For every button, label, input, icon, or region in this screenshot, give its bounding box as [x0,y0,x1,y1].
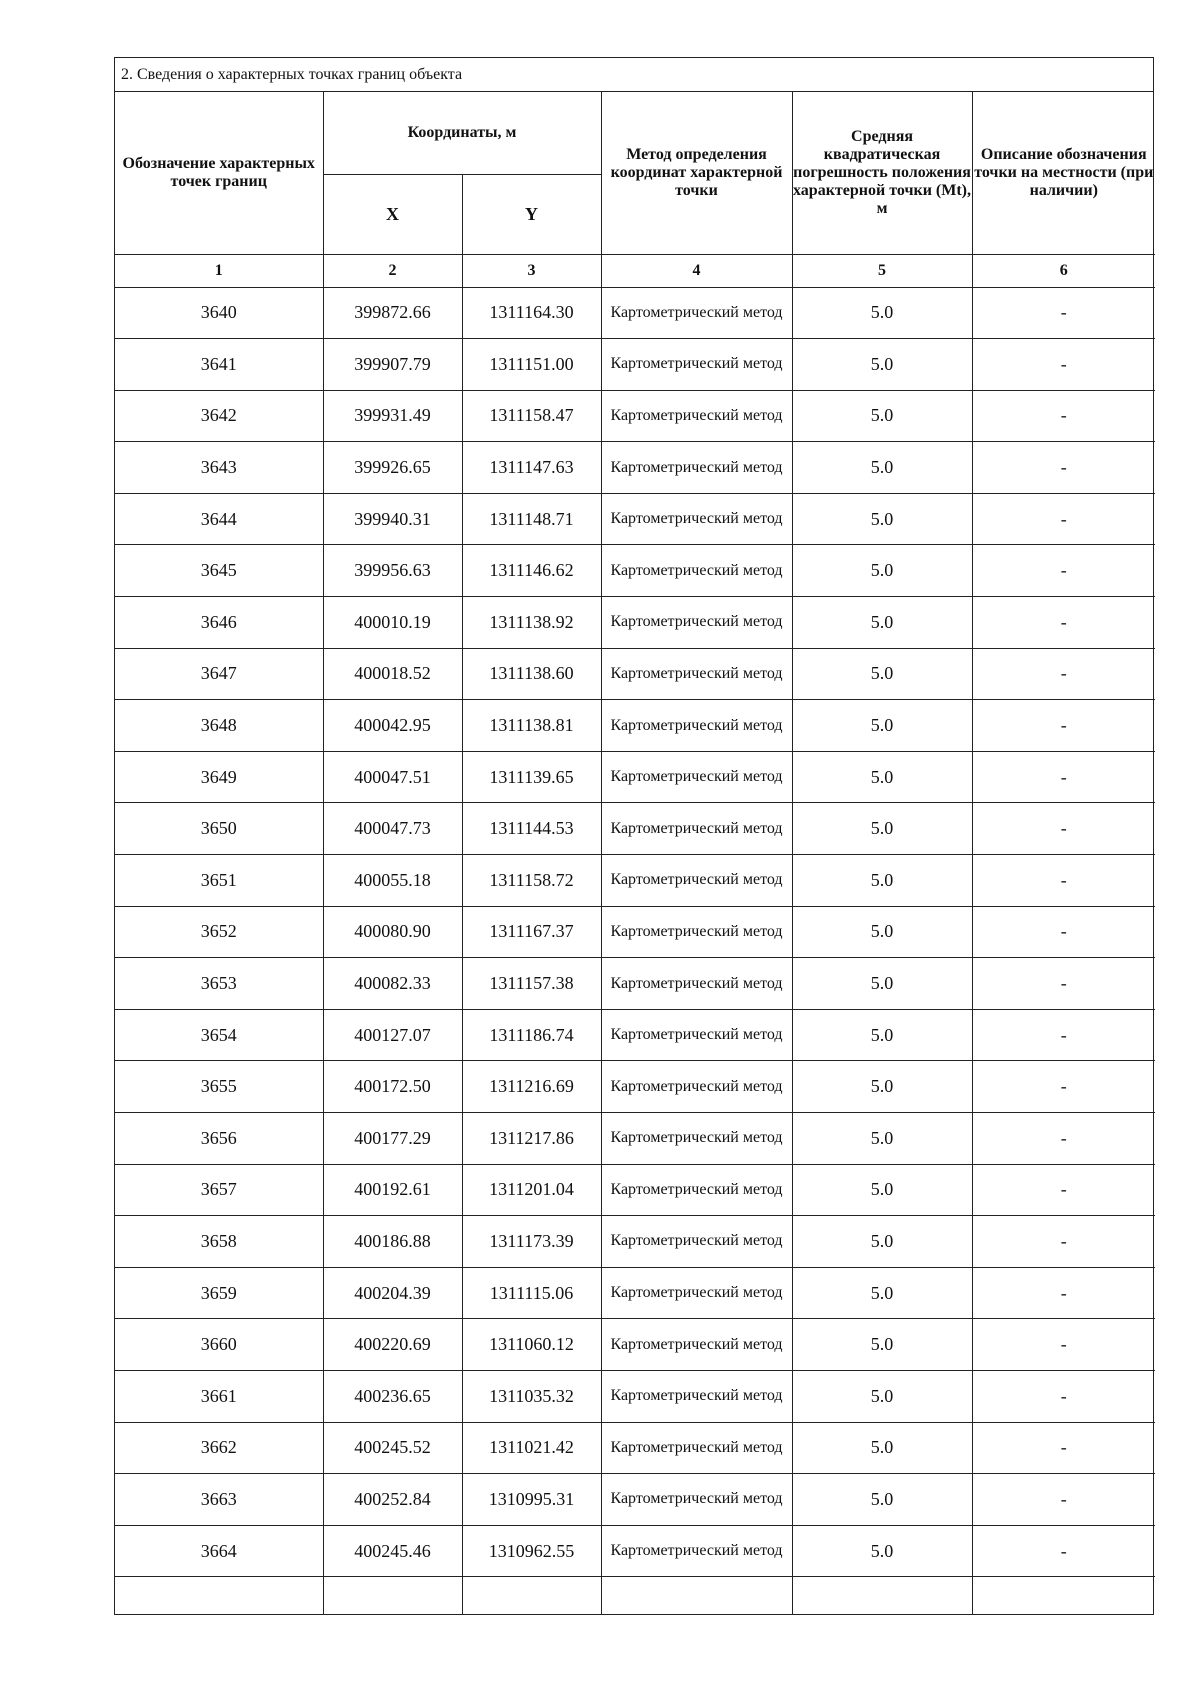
accuracy-cell: 5.0 [792,906,972,958]
table-header [115,92,1155,287]
point-cell: 3663 [115,1474,323,1526]
header-point-designation: Обозначение характерных точек границ [115,92,323,254]
section-title: 2. Сведения о характерных точках границ объекта [115,58,1153,92]
column-number-row [115,254,1155,287]
accuracy-cell: 5.0 [792,1474,972,1526]
point-cell: 3659 [115,1267,323,1319]
description-cell: - [972,1113,1155,1165]
point-cell: 3640 [115,287,323,339]
x-cell: 400080.90 [323,906,462,958]
x-cell: 400252.84 [323,1474,462,1526]
description-cell: - [972,1422,1155,1474]
boundary-points-table [115,92,1155,1614]
point-cell: 3664 [115,1525,323,1577]
point-cell: 3655 [115,1061,323,1113]
column-number: 6 [972,254,1155,287]
point-cell: 3645 [115,545,323,597]
x-cell: 400186.88 [323,1216,462,1268]
description-cell: - [972,1474,1155,1526]
method-cell: Картометрический метод [601,339,792,391]
x-cell: 400082.33 [323,958,462,1010]
accuracy-cell: 5.0 [792,1370,972,1422]
x-cell: 400245.46 [323,1525,462,1577]
description-cell: - [972,1525,1155,1577]
point-cell: 3647 [115,648,323,700]
table-row [115,1267,1155,1319]
description-cell: - [972,545,1155,597]
description-cell: - [972,751,1155,803]
table-row [115,287,1155,339]
description-cell: - [972,958,1155,1010]
accuracy-cell: 5.0 [792,1164,972,1216]
method-cell: Картометрический метод [601,1525,792,1577]
accuracy-cell: 5.0 [792,1422,972,1474]
point-cell: 3642 [115,390,323,442]
y-cell: 1311148.71 [462,493,601,545]
accuracy-cell: 5.0 [792,1009,972,1061]
table-row [115,442,1155,494]
point-cell: 3644 [115,493,323,545]
table-row [115,1061,1155,1113]
x-cell: 400127.07 [323,1009,462,1061]
table-row [115,1319,1155,1371]
accuracy-cell: 5.0 [792,1061,972,1113]
y-cell: 1311115.06 [462,1267,601,1319]
accuracy-cell: 5.0 [792,597,972,649]
accuracy-cell: 5.0 [792,442,972,494]
y-cell: 1311138.60 [462,648,601,700]
description-cell: - [972,1319,1155,1371]
table-row [115,1525,1155,1577]
method-cell: Картометрический метод [601,545,792,597]
accuracy-cell: 5.0 [792,855,972,907]
accuracy-cell: 5.0 [792,545,972,597]
description-cell: - [972,700,1155,752]
column-number: 4 [601,254,792,287]
description-cell: - [972,1009,1155,1061]
table-row [115,803,1155,855]
description-cell: - [972,493,1155,545]
accuracy-cell: 5.0 [792,1525,972,1577]
y-cell: 1311164.30 [462,287,601,339]
description-cell: - [972,442,1155,494]
point-cell: 3654 [115,1009,323,1061]
table-row [115,958,1155,1010]
table-row [115,700,1155,752]
accuracy-cell: 5.0 [792,648,972,700]
method-cell: Картометрический метод [601,1319,792,1371]
y-cell: 1311144.53 [462,803,601,855]
header-accuracy: Средняя квадратическая погрешность положения характерной точки (Mt), м [792,92,972,254]
table-row [115,751,1155,803]
method-cell: Картометрический метод [601,1216,792,1268]
description-cell: - [972,597,1155,649]
x-cell: 400010.19 [323,597,462,649]
accuracy-cell: 5.0 [792,390,972,442]
y-cell: 1311138.81 [462,700,601,752]
table-row [115,906,1155,958]
method-cell: Картометрический метод [601,700,792,752]
y-cell: 1311167.37 [462,906,601,958]
accuracy-cell: 5.0 [792,287,972,339]
accuracy-cell: 5.0 [792,493,972,545]
y-cell: 1311146.62 [462,545,601,597]
table-row [115,1370,1155,1422]
y-cell: 1311139.65 [462,751,601,803]
method-cell: Картометрический метод [601,906,792,958]
x-cell: 399872.66 [323,287,462,339]
description-cell: - [972,390,1155,442]
method-cell: Картометрический метод [601,287,792,339]
y-cell: 1311158.47 [462,390,601,442]
x-cell: 400018.52 [323,648,462,700]
x-cell: 400245.52 [323,1422,462,1474]
method-cell: Картометрический метод [601,1009,792,1061]
x-cell: 399931.49 [323,390,462,442]
description-cell: - [972,1061,1155,1113]
x-cell: 400172.50 [323,1061,462,1113]
accuracy-cell: 5.0 [792,751,972,803]
table-row [115,855,1155,907]
description-cell: - [972,1216,1155,1268]
accuracy-cell: 5.0 [792,1113,972,1165]
x-cell: 400042.95 [323,700,462,752]
accuracy-cell: 5.0 [792,1319,972,1371]
method-cell: Картометрический метод [601,390,792,442]
description-cell: - [972,1370,1155,1422]
y-cell: 1311158.72 [462,855,601,907]
point-cell: 3660 [115,1319,323,1371]
table-row [115,339,1155,391]
x-cell: 400236.65 [323,1370,462,1422]
y-cell: 1310995.31 [462,1474,601,1526]
header-x: X [323,174,462,254]
header-y: Y [462,174,601,254]
table-row [115,1009,1155,1061]
point-cell: 3641 [115,339,323,391]
description-cell: - [972,906,1155,958]
y-cell: 1311217.86 [462,1113,601,1165]
y-cell: 1311138.92 [462,597,601,649]
point-cell: 3643 [115,442,323,494]
point-cell: 3653 [115,958,323,1010]
method-cell: Картометрический метод [601,493,792,545]
table-row [115,493,1155,545]
y-cell: 1311216.69 [462,1061,601,1113]
method-cell: Картометрический метод [601,1061,792,1113]
point-cell: 3651 [115,855,323,907]
method-cell: Картометрический метод [601,855,792,907]
x-cell: 400047.73 [323,803,462,855]
point-cell: 3658 [115,1216,323,1268]
table-row [115,1164,1155,1216]
accuracy-cell: 5.0 [792,1267,972,1319]
y-cell: 1311035.32 [462,1370,601,1422]
point-cell: 3652 [115,906,323,958]
point-cell: 3649 [115,751,323,803]
y-cell: 1311201.04 [462,1164,601,1216]
accuracy-cell: 5.0 [792,958,972,1010]
y-cell: 1311021.42 [462,1422,601,1474]
y-cell: 1311173.39 [462,1216,601,1268]
table-row [115,597,1155,649]
description-cell: - [972,855,1155,907]
point-cell: 3656 [115,1113,323,1165]
point-cell: 3661 [115,1370,323,1422]
column-number: 3 [462,254,601,287]
boundary-points-sheet [114,57,1154,1615]
table-row [115,390,1155,442]
method-cell: Картометрический метод [601,958,792,1010]
table-row [115,1216,1155,1268]
x-cell: 400192.61 [323,1164,462,1216]
table-empty-row [115,1577,1155,1614]
description-cell: - [972,1164,1155,1216]
table-row [115,1113,1155,1165]
method-cell: Картометрический метод [601,803,792,855]
description-cell: - [972,1267,1155,1319]
accuracy-cell: 5.0 [792,1216,972,1268]
header-coordinates: Координаты, м [323,92,601,174]
x-cell: 400047.51 [323,751,462,803]
y-cell: 1311060.12 [462,1319,601,1371]
y-cell: 1311186.74 [462,1009,601,1061]
method-cell: Картометрический метод [601,751,792,803]
table-row [115,545,1155,597]
method-cell: Картометрический метод [601,1370,792,1422]
method-cell: Картометрический метод [601,648,792,700]
y-cell: 1311157.38 [462,958,601,1010]
method-cell: Картометрический метод [601,597,792,649]
table-row [115,648,1155,700]
description-cell: - [972,648,1155,700]
point-cell: 3662 [115,1422,323,1474]
table-row [115,1474,1155,1526]
point-cell: 3646 [115,597,323,649]
accuracy-cell: 5.0 [792,803,972,855]
column-number: 5 [792,254,972,287]
x-cell: 400220.69 [323,1319,462,1371]
x-cell: 400055.18 [323,855,462,907]
y-cell: 1310962.55 [462,1525,601,1577]
accuracy-cell: 5.0 [792,339,972,391]
point-cell: 3650 [115,803,323,855]
x-cell: 400177.29 [323,1113,462,1165]
x-cell: 399940.31 [323,493,462,545]
accuracy-cell: 5.0 [792,700,972,752]
method-cell: Картометрический метод [601,442,792,494]
method-cell: Картометрический метод [601,1113,792,1165]
point-cell: 3648 [115,700,323,752]
header-method: Метод определения координат характерной точки [601,92,792,254]
method-cell: Картометрический метод [601,1474,792,1526]
point-cell: 3657 [115,1164,323,1216]
description-cell: - [972,339,1155,391]
header-description: Описание обозначения точки на местности (при наличии) [972,92,1155,254]
x-cell: 400204.39 [323,1267,462,1319]
table-row [115,1422,1155,1474]
description-cell: - [972,803,1155,855]
method-cell: Картометрический метод [601,1267,792,1319]
y-cell: 1311147.63 [462,442,601,494]
x-cell: 399907.79 [323,339,462,391]
description-cell: - [972,287,1155,339]
x-cell: 399926.65 [323,442,462,494]
column-number: 2 [323,254,462,287]
table-body [115,287,1155,1614]
method-cell: Картометрический метод [601,1164,792,1216]
y-cell: 1311151.00 [462,339,601,391]
x-cell: 399956.63 [323,545,462,597]
method-cell: Картометрический метод [601,1422,792,1474]
column-number: 1 [115,254,323,287]
